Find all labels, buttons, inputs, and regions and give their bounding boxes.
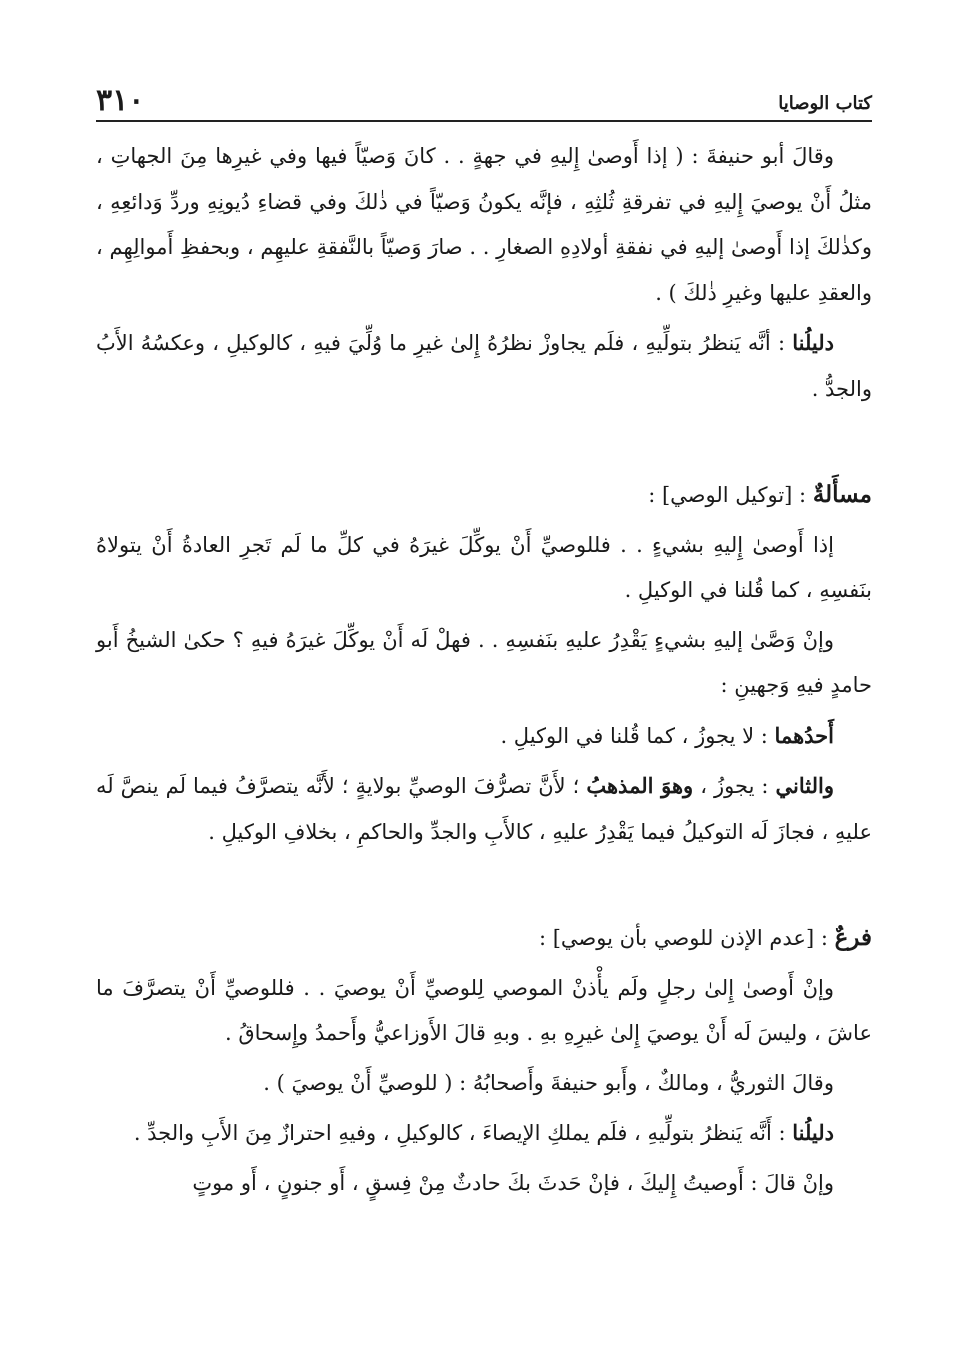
paragraph	[96, 966, 872, 1057]
paragraph-first-view	[96, 713, 872, 760]
evidence-keyword: دليلُنا	[792, 330, 834, 355]
page-body	[96, 134, 872, 1206]
section-title: : [عدم الإذن للوصي بأن يوصي] :	[538, 926, 835, 950]
far-label: فرعٌ	[834, 924, 872, 951]
paragraph-text: وإنْ وَصَّىٰ إليهِ بشيءٍ يَقْدِرُ عليهِ بنَفسِهِ . . فهلْ لَه أَنْ يوكِّلَ غيرَهُ فيهِ ؟ حكىٰ الشيخُ أَبو حامدٍ فيهِ وَجهينِ :	[96, 627, 872, 697]
masala-label: مسأَلةٌ	[812, 481, 872, 508]
paragraph-second-view	[96, 763, 872, 855]
paragraph-text: : أنَّه يَنظرُ بتولِّيهِ ، فلَم يجاوزْ نظرُهُ إِلىٰ غيرِ ما وُلِّيَ فيهِ ، كالوكيلِ ، وعكسُهُ الأَبُ والجدُّ .	[96, 331, 872, 401]
paragraph-text: ؛ لأَنَّ تصرُّفَ الوصيِّ بولايةٍ ؛ لأَنَّه يتصرَّفُ فيما لَم ينصَّ لَه عليهِ ، فجازَ لَه التوكيلُ فيما يَقْدِرُ عليهِ ، كالأَبِ والجدِّ والحاكمِ ، بخلافِ الوكيلِ .	[96, 774, 872, 844]
paragraph-evidence	[96, 1110, 872, 1157]
madhhab-keyword: وهوَ المذهبُ	[586, 773, 694, 798]
paragraph-text: وقالَ الثوريُّ ، ومالكٌ ، وأَبو حنيفةَ وأَصحابُهُ : ( للوصيِّ أَنْ يوصيَ ) .	[263, 1070, 834, 1095]
paragraph	[96, 1061, 872, 1107]
paragraph	[96, 1161, 872, 1207]
paragraph-text: وقالَ أبو حنيفةَ : ( إذا أَوصىٰ إِليهِ في جهةٍ . . كانَ وَصيّاً فيها وفي غيرِها مِنَ الجهاتِ ، مثلُ أَنْ يوصيَ إِليهِ في تفرقةِ ثُلثِهِ ، فإنَّه يكونُ وَصيّاً في ذٰلكَ وفي قضاءِ دُيونِهِ وردِّ وَدائعِهِ ، وكذٰلكَ إذا أَوصىٰ إليهِ في نفقةِ أولادِهِ الصغارِ . . صارَ وَصيّاً بالنَّفقةِ عليهِم ، وبحفظِ أَموالِهِم ، والعقدِ عليها وغيرِ ذٰلكَ ) .	[96, 144, 872, 305]
paragraph-evidence	[96, 320, 872, 412]
paragraph	[96, 618, 872, 709]
paragraph-text: : أَنَّه يَنظرُ بتولِّيهِ ، فلَم يملكِ الإيصاءَ ، كالوكيلِ ، وفيهِ احترازٌ مِنَ الأَبِ والجدِّ .	[133, 1121, 793, 1145]
paragraph-abu-hanifa	[96, 134, 872, 316]
paragraph-text: : لا يجوزُ ، كما قُلنا في الوكيلِ .	[500, 723, 775, 748]
paragraph-text: وإنْ أَوصىٰ إِلىٰ رجلٍ ولَم يأْذنْ الموصي لِلوصيِّ أَنْ يوصيَ . . فللوصيِّ أَنْ يتصرَّفَ ما عاشَ ، وليسَ لَه أَنْ يوصيَ إِلىٰ غيرِهِ بهِ . وبهِ قالَ الأَوزاعيُّ وأَحمدُ وإِسحاقُ .	[96, 975, 872, 1045]
paragraph-text: : يجوزُ ،	[693, 774, 776, 798]
section-heading-far	[96, 915, 872, 962]
section-heading-masala	[96, 472, 872, 519]
running-title: كتاب الوصايا	[778, 93, 872, 114]
paragraph	[96, 523, 872, 614]
first-view-keyword: أَحدُهما	[774, 722, 834, 748]
second-view-keyword: والثاني	[775, 773, 835, 798]
page-number: ٣١٠	[96, 83, 145, 118]
paragraph-text: وإنْ قالَ : أَوصيتُ إِليكَ ، فإنْ حَدثَ بكَ حادثٌ مِنْ فِسقٍ ، أَو جنونٍ ، أَو موتٍ	[192, 1170, 834, 1195]
paragraph-text: إذا أَوصىٰ إِليهِ بشيءٍ . . فللوصيِّ أَنْ يوكِّلَ غيرَهُ في كلِّ ما لَم تَجرِ العادةُ أَنْ يتولاهُ بنَفسِهِ ، كما قُلنا في الوكيلِ .	[96, 532, 872, 602]
page-header	[96, 76, 872, 124]
evidence-keyword: دليلُنا	[792, 1120, 834, 1145]
section-title: : [توكيل الوصي] :	[648, 483, 813, 507]
header-divider	[96, 120, 872, 122]
